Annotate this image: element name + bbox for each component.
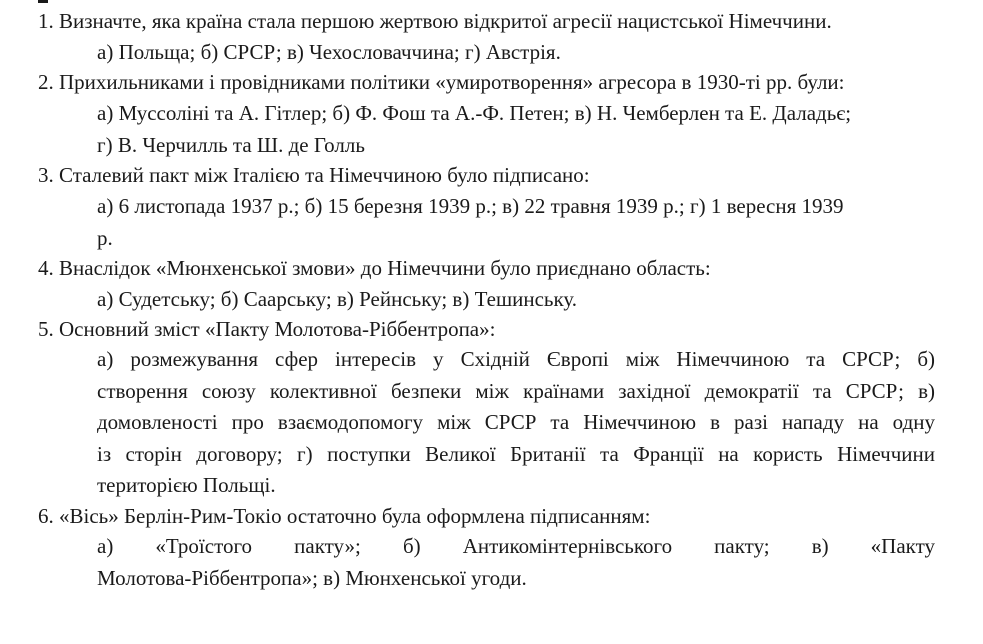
answers-2 [97,98,935,161]
question-6: 6. «Вісь» Берлін-Рим-Токіо остаточно була оформлена підписанням: [38,504,651,528]
answers-3 [97,191,935,254]
answer-line: а) Муссоліні та А. Гітлер; б) Ф. Фош та А.-Ф. Петен; в) Н. Чемберлен та Е. Даладьє; [97,101,852,125]
question-5: 5. Основний зміст «Пакту Молотова-Ріббентропа»: [38,317,496,341]
answer-line: а) 6 листопада 1937 р.; б) 15 березня 1939 р.; в) 22 травня 1939 р.; г) 1 вересня 1939 [97,194,844,218]
answer-line: а) розмежування сфер інтересів у Східній Європі між Німеччиною та СРСР; б) [97,347,935,371]
answers-1 [97,37,935,69]
answer-line: домовленості про взаємодопомогу між СРСР та Німеччиною в разі нападу на одну [97,410,935,434]
answer-line: а) Судетську; б) Саарську; в) Рейнську; в) Тешинську. [97,287,578,311]
answer-line: р. [97,225,113,250]
answer-line: а) «Троїстого пакту»; б) Антикомінтернівського пакту; в) «Пакту [97,534,935,558]
answer-line: створення союзу колективної безпеки між країнами західної демократії та СРСР; в) [97,378,935,403]
answer-line: а) Польща; б) СРСР; в) Чехословаччина; г) Австрія. [97,40,561,64]
question-4: 4. Внаслідок «Мюнхенської змови» до Німеччини було приєднано область: [38,256,711,280]
question-1: 1. Визначте, яка країна стала першою жертвою відкритої агресії нацистської Німеччини. [38,9,832,33]
answers-4 [97,284,935,316]
answers-5 [97,344,935,502]
answer-line: із сторін договору; г) поступки Великої Британії та Франції на користь Німеччини [97,441,935,466]
answer-line: г) В. Черчилль та Ш. де Голль [97,132,365,157]
answer-line: територією Польщі. [97,473,276,497]
answer-line: Молотова-Ріббентропа»; в) Мюнхенської угоди. [97,565,527,590]
cropped-text-fragment [38,0,48,3]
answers-6 [97,531,935,594]
question-3: 3. Сталевий пакт між Італією та Німеччиною було підписано: [38,163,590,187]
question-2: 2. Прихильниками і провідниками політики «умиротворення» агресора в 1930-ті рр. були: [38,70,845,94]
